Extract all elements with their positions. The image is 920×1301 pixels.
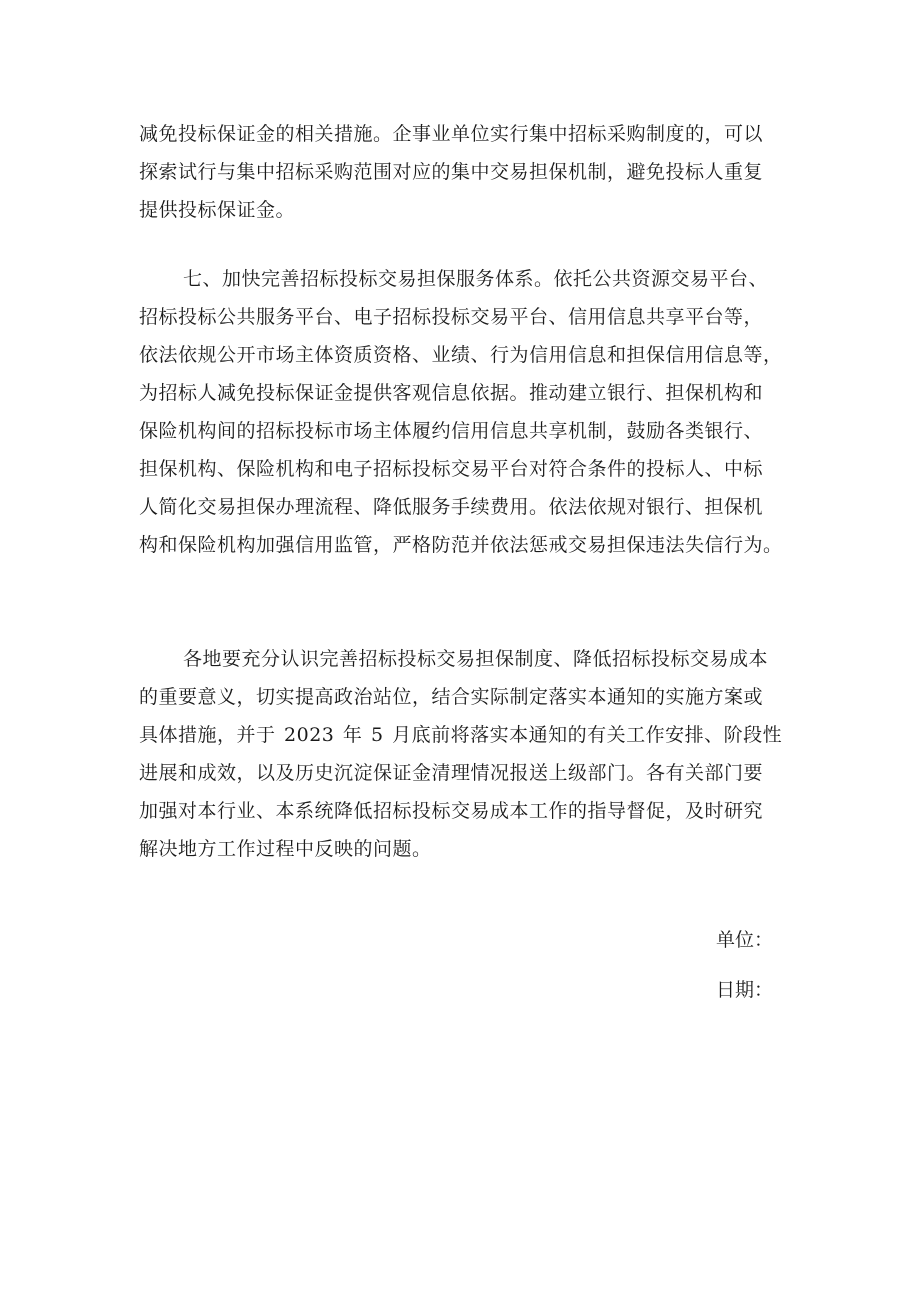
paragraph-1 [139,115,799,229]
signature-date-label: 日期： [716,979,774,1001]
paragraph-line: 的重要意义，切实提高政治站位，结合实际制定落实本通知的实施方案或 [139,686,764,708]
paragraph-line: 为招标人减免投标保证金提供客观信息依据。推动建立银行、担保机构和 [139,382,764,404]
paragraph-line: 七、加快完善招标投标交易担保服务体系。依托公共资源交易平台、 [183,268,769,290]
paragraph-line: 解决地方工作过程中反映的问题。 [139,838,432,860]
paragraph-line: 加强对本行业、本系统降低招标投标交易成本工作的指导督促，及时研究 [139,800,764,822]
paragraph-line: 担保机构、保险机构和电子招标投标交易平台对符合条件的投标人、中标 [139,458,764,480]
paragraph-line: 依法依规公开市场主体资质资格、业绩、行为信用信息和担保信用信息等， [139,344,783,366]
paragraph-3 [139,640,799,868]
paragraph-2 [139,260,799,564]
paragraph-line: 人简化交易担保办理流程、降低服务手续费用。依法依规对银行、担保机 [139,496,764,518]
paragraph-line: 具体措施，并于 2023 年 5 月底前将落实本通知的有关工作安排、阶段性 [139,724,783,746]
paragraph-line: 招标投标公共服务平台、电子招标投标交易平台、信用信息共享平台等， [139,306,764,328]
paragraph-line: 进展和成效，以及历史沉淀保证金清理情况报送上级部门。各有关部门要 [139,762,764,784]
paragraph-line: 保险机构间的招标投标市场主体履约信用信息共享机制，鼓励各类银行、 [139,420,764,442]
paragraph-line: 各地要充分认识完善招标投标交易担保制度、降低招标投标交易成本 [183,648,769,670]
paragraph-line: 构和保险机构加强信用监管，严格防范并依法惩戒交易担保违法失信行为。 [139,534,783,556]
paragraph-line: 提供投标保证金。 [139,199,296,221]
paragraph-line: 探索试行与集中招标采购范围对应的集中交易担保机制，避免投标人重复 [139,161,764,183]
paragraph-line: 减免投标保证金的相关措施。企事业单位实行集中招标采购制度的，可以 [139,123,764,145]
signature-unit-label: 单位： [716,929,774,951]
